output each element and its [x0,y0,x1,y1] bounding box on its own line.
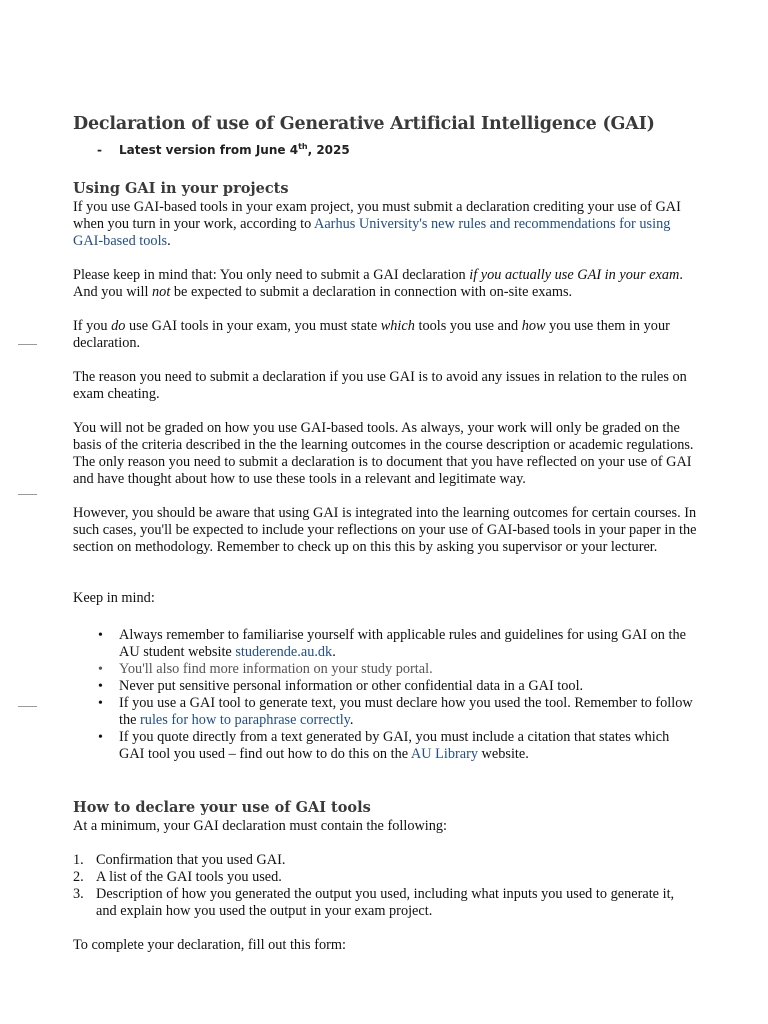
keep-in-mind-list [73,627,698,763]
au-library-link[interactable]: AU Library [410,746,478,762]
list-item-text: If you quote directly from a text generated by GAI, you must include a citation that states which GAI tool you used – find out how to do this on the [119,729,670,762]
list-item-text: . [349,712,354,728]
emphasis-text: which [380,318,415,334]
list-item: • Never put sensitive personal information or other confidential data in a GAI tool. [119,678,698,695]
version-text: Latest version from June 4 [119,143,299,157]
emphasis-text: if you actually use GAI in your exam [469,267,680,283]
paragraph-text: Please keep in mind that: You only need to submit a GAI declaration [73,267,470,283]
list-item-text: . [332,644,336,660]
list-item [119,627,698,661]
student-website-link[interactable]: studerende.au.dk [235,644,333,660]
paragraph-learning-outcomes: However, you should be aware that using GAI is integrated into the learning outcomes for certain courses. In such cases, you'll be expected to include your reflections on your use of GAI-based tools in your paper in the section on methodology. Remember to check up on this this by asking you supervisor or your lecturer. [73,505,697,555]
list-item-text: If you use a GAI tool to generate text, you must declare how you used the tool. Remember to follow the [119,695,693,728]
list-item-text: A list of the GAI tools you used. [96,869,282,885]
paraphrase-rules-link[interactable]: rules for how to paraphrase correctly [140,712,350,728]
list-item-text: website. [477,746,529,762]
margin-mark [18,344,37,345]
list-number: 1. [73,852,84,868]
list-number: 2. [73,869,84,885]
paragraph-keep-in-mind [73,267,698,301]
list-item-text: Always remember to familiarise yourself with applicable rules and guidelines for using GAI on the AU student website [119,627,686,660]
keep-in-mind-label: Keep in mind: [73,590,155,606]
version-sup: th [298,142,308,151]
version-line [97,138,698,159]
form-instruction: To complete your declaration, fill out this form: [73,937,346,953]
au-rules-link[interactable]: Aarhus University's new rules and recommendations for using GAI-based tools [73,216,671,249]
list-item-text: Confirmation that you used GAI. [96,852,286,868]
paragraph-text: be expected to submit a declaration in connection with on-site exams. [170,284,573,300]
paragraph-state-tools [73,318,698,352]
emphasis-text: not [152,284,171,300]
paragraph-intro [73,199,698,250]
margin-mark [18,706,37,707]
paragraph-grading: You will not be graded on how you use GAI-based tools. As always, your work will only be graded on the basis of the criteria described in the the learning outcomes in the course description or academic regulations. The only reason you need to submit a declaration is to document that you have reflected on your use of GAI and have thought about how to use these tools in a relevant and legitimate way. [73,420,694,487]
list-item [119,695,698,729]
version-dash: - [97,143,102,157]
document-title: Declaration of use of Generative Artificial Intelligence (GAI) [73,114,655,134]
list-number: 3. [73,886,84,902]
list-item [73,886,698,920]
list-item [73,852,698,869]
paragraph-text: . And you will [73,267,683,300]
list-item: • You'll also find more information on your study portal. [119,661,698,678]
list-item [119,729,698,763]
section-heading-how-to-declare: How to declare your use of GAI tools [73,799,371,816]
paragraph-text: use GAI tools in your exam, you must state [125,318,381,334]
list-item [73,869,698,886]
list-item-text: Description of how you generated the output you used, including what inputs you used to generate it, and explain how you used the output in your exam project. [96,886,675,919]
paragraph-text: . [167,233,171,249]
paragraph-text: you use them in your declaration. [73,318,670,351]
declaration-intro: At a minimum, your GAI declaration must contain the following: [73,818,448,834]
paragraph-text: If you [73,318,112,334]
margin-mark [18,494,37,495]
document-page [73,112,698,971]
emphasis-text: do [111,318,126,334]
paragraph-text: If you use GAI-based tools in your exam project, you must submit a declaration crediting your use of GAI when you turn in your work, according to [73,199,681,232]
paragraph-text: tools you use and [414,318,522,334]
paragraph-reason: The reason you need to submit a declaration if you use GAI is to avoid any issues in relation to the rules on exam cheating. [73,369,687,402]
version-year: , 2025 [307,143,350,157]
declaration-requirements-list [73,852,698,920]
section-heading-using-gai: Using GAI in your projects [73,180,289,197]
emphasis-text: how [521,318,546,334]
